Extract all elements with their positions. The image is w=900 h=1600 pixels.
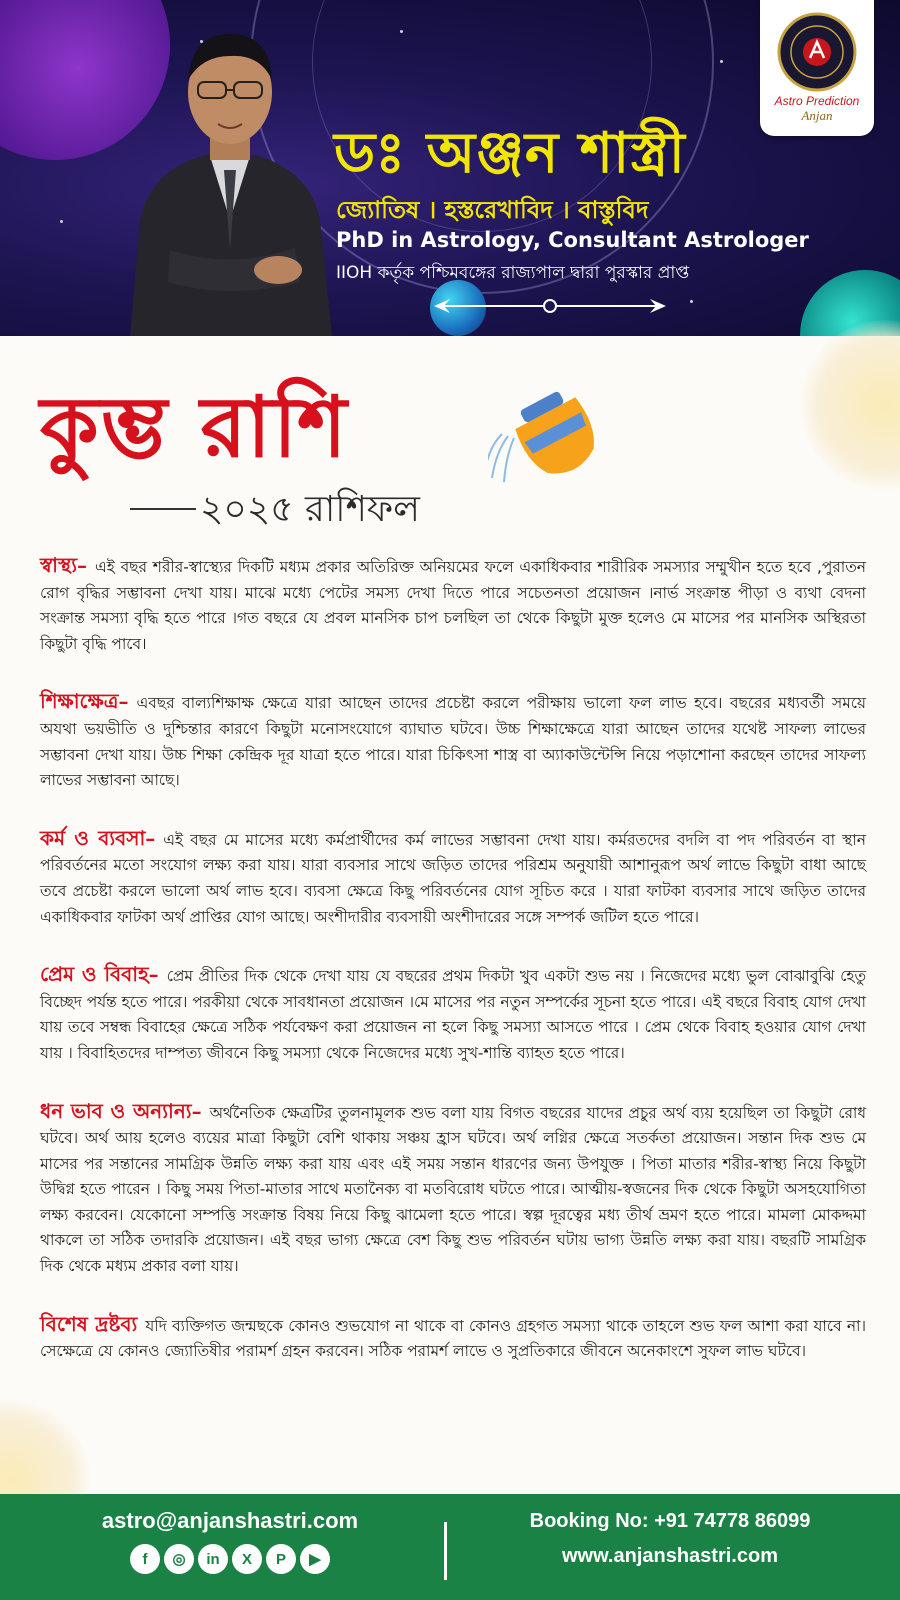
logo-text: Anjan: [801, 108, 833, 123]
horoscope-sections: [40, 553, 866, 1397]
contact-footer: [0, 1494, 900, 1600]
section-wealth-other: [40, 1099, 866, 1280]
footer-left: [60, 1508, 400, 1574]
section-text: প্রেম প্রীতির দিক থেকে দেখা যায় যে বছরের প্রথম দিকটা খুব একটা শুভ নয় । নিজেদের মধ্যে ভুল বোঝাবুঝি হেতু বিচ্ছেদ পর্যন্ত হতে পারে। পরকীয়া থেকে সাবধানতা প্রয়োজন ।মে মাসের পর নতুন সম্পর্কের সূচনা হতে পারে। এই বছরে বিবাহ যোগ দেখা যায় তবে সম্বন্ধ বিবাহের ক্ষেত্রে সঠিক পর্যবেক্ষণ করা প্রয়োজন না হলে কিছু সমস্যা আসতে পারে । প্রেম থেকে বিবাহ হওয়ার যোগ দেখা যায় । বিবাহিতদের দাম্পত্য জীবনে কিছু সমস্যা থেকে নিজেদের মধ্যে সুখ-শান্তি ব্যাহত হতে পারে।: [40, 967, 866, 1062]
section-career-business: [40, 826, 866, 930]
booking-number[interactable]: Booking No: +91 74778 86099: [529, 1510, 811, 1532]
zodiac-wheel-logo-icon: [777, 12, 857, 92]
section-health: [40, 553, 866, 657]
background-decoration: [800, 320, 900, 490]
section-heading: কর্ম ও ব্যবসা–: [40, 825, 156, 850]
header-banner: [0, 0, 900, 336]
rashi-title: কুম্ভ রাশি: [40, 377, 349, 476]
logo-text: Astro Prediction: [774, 94, 860, 108]
astrologer-name: ডঃ অঞ্জন শাস্ত্রী: [334, 121, 686, 186]
section-heading: ধন ভাব ও অন্যান্য–: [40, 1098, 202, 1123]
degree-line: PhD in Astrology, Consultant Astrologer: [336, 228, 809, 252]
facebook-icon[interactable]: f: [130, 1544, 160, 1574]
astrologer-portrait: [110, 20, 350, 336]
rashiphal-subtitle: ২০২৫ রাশিফল: [200, 489, 420, 530]
profession-line: জ্যোতিষ । হস্তরেখাবিদ । বাস্তুবিদ: [336, 196, 649, 224]
star-decoration: [690, 300, 693, 303]
section-heading: শিক্ষাক্ষেত্র–: [40, 689, 129, 714]
star-decoration: [720, 60, 723, 63]
email-link[interactable]: astro@anjanshastri.com: [101, 1508, 359, 1533]
section-love-marriage: [40, 962, 866, 1066]
footer-right: [480, 1510, 860, 1568]
linkedin-icon[interactable]: in: [198, 1544, 228, 1574]
section-heading: বিশেষ দ্রষ্টব্য: [40, 1311, 138, 1336]
section-heading: স্বাস্থ্য–: [40, 553, 88, 577]
subtitle-rule: [130, 508, 196, 510]
x-icon[interactable]: X: [232, 1544, 262, 1574]
section-text: এবছর বাল্যশিক্ষাক্ষ ক্ষেত্রে যারা আছেন তাদের প্রচেষ্টা করলে পরীক্ষায় ভালো ফল লাভ হবে। বছরের মধ্যবর্তী সময়ে অযথা ভয়ভীতি ও দুশ্চিন্তার কারণে কিছুটা মনোসংযোগে ব্যাঘাত ঘটবে। উচ্চ শিক্ষাক্ষেত্রে যারা আছেন তাদের যথেষ্ট সাফল্য লাভের সম্ভাবনা দেখা যায়। উচ্চ শিক্ষা কেন্দ্রিক দূর যাত্রা হতে পারে। যারা চিকিৎসা শাস্ত্র বা অ্যাকাউন্টেন্সি নিয়ে পড়াশোনা করছেন তাদের সাফল্য লাভের সম্ভাবনা আছে।: [40, 694, 866, 790]
section-text: যদি ব্যক্তিগত জন্মছকে কোনও শুভযোগ না থাকে বা কোনও গ্রহগত সমস্যা থাকে তাহলে শুভ ফল আশা করা যাবে না। সেক্ষেত্রে যে কোনও জ্যোতিষীর পরামর্শ গ্রহন করবেন। সঠিক পরামর্শ লাভে ও সুপ্রতিকারে জীবনে অনেকাংশে সুফল লাভ ঘটবে।: [40, 1316, 866, 1361]
youtube-icon[interactable]: ▶: [300, 1544, 330, 1574]
ornament-divider-icon: [430, 296, 670, 316]
pinterest-icon[interactable]: P: [266, 1544, 296, 1574]
section-text: অর্থনৈতিক ক্ষেত্রটির তুলনামূলক শুভ বলা যায় বিগত বছরের যাদের প্রচুর অর্থ ব্যয় হয়েছিল তা কিছুটা রোধ ঘটবে। অর্থ আয় হলেও ব্যয়ের মাত্রা কিছুটা বেশি থাকায় সঞ্চয় হ্রাস ঘটবে। অর্থ লগ্নির ক্ষেত্রে সতর্কতা প্রয়োজন। সন্তান দিক শুভ মে মাসের পর সন্তানের সামগ্রিক উন্নতি লক্ষ্য করা যায় এবং এই সময় সন্তান ধারণের জন্য উপযুক্ত । পিতা মাতার শরীর-স্বাস্থ্য নিয়ে কিছুটা উদ্বিগ্ন হতে পারেন । কিছু সময় পিতা-মাতার সাথে মতানৈক্য বা মতবিরোধ ঘটতে পারে। আত্মীয়-স্বজনের দিক থেকে কিছুটা অসহযোগিতা লক্ষ্য করবেন। যেকোনো সম্পত্তি সংক্রান্ত বিষয় নিয়ে কিছু ঝামেলা হতে পারে। স্বল্প দূরত্বের মধ্য তীর্থ ভ্রমণ হতে পারে। মামলা মোকদ্দমা থাকলে তা সঠিক তদারকি প্রয়োজন। এই বছর ভাগ্য ক্ষেত্রে বেশ কিছু শুভ পরিবর্তন ঘটায় ভাগ্য উন্নতি লক্ষ্য করা যায়। বছরটি সামগ্রিক দিক থেকে মধ্যম প্রকার বলা যায়।: [40, 1103, 866, 1276]
section-text: এই বছর মে মাসের মধ্যে কর্মপ্রার্থীদের কর্ম লাভের সম্ভাবনা দেখা যায়। কর্মরতদের বদলি বা পদ পরিবর্তন বা স্থান পরিবর্তনের মতো সংযোগ লক্ষ্য করা যায়। যারা ব্যবসার সাথে জড়িত তাদের পরিশ্রম অনুযায়ী আশানুরূপ অর্থ লাভে কিছুটা বাধা আছে তবে প্রচেষ্টা করলে ভালো অর্থ লাভ হবে। ব্যবসা ক্ষেত্রে কিছু পরিবর্তনের যোগ সূচিত করে । যারা ফাটকা ব্যবসার সাথে জড়িত তাদের একাধিকবার ফাটকা অর্থ প্রাপ্তির যোগ আছে। অংশীদারীর ব্যবসায়ী অংশীদারের সঙ্গে সম্পর্ক জটিল হতে পারে।: [40, 830, 866, 926]
website-link[interactable]: www.anjanshastri.com: [562, 1545, 778, 1567]
section-education: [40, 689, 866, 793]
star-decoration: [60, 220, 63, 223]
footer-divider: [444, 1522, 447, 1580]
social-icons: [60, 1544, 400, 1574]
star-decoration: [400, 30, 403, 33]
water-pot-icon: [488, 382, 618, 492]
section-special-note: [40, 1312, 866, 1365]
section-text: এই বছর শরীর-স্বাস্থ্যের দিকটি মধ্যম প্রকার অতিরিক্ত অনিয়মের ফলে একাধিকবার শারীরিক সমস্যার সম্মুখীন হতে হবে ,পুরাতন রোগ বৃদ্ধির সম্ভাবনা দেখা যায়। মাঝে মধ্যে পেটের সমস্য দেখা দিতে পারে সচেতনতা প্রয়োজন ।নার্ভ সংক্রান্ত পীড়া ও ব্যথা বেদনা সংক্রান্ত সমস্যা বৃদ্ধি হতে পারে ।গত বছরে যে প্রবল মানসিক চাপ চলছিল তা থেকে কিছুটা মুক্ত হলেও মে মাসের পর মানসিক অস্থিরতা কিছুটা বৃদ্ধি পাবে।: [40, 558, 866, 653]
section-heading: প্রেম ও বিবাহ–: [40, 962, 159, 987]
instagram-icon[interactable]: ◎: [164, 1544, 194, 1574]
award-line: IIOH কর্তৃক পশ্চিমবঙ্গের রাজ্যপাল দ্বারা পুরস্কার প্রাপ্ত: [336, 263, 690, 283]
brand-logo-card[interactable]: [760, 0, 874, 136]
